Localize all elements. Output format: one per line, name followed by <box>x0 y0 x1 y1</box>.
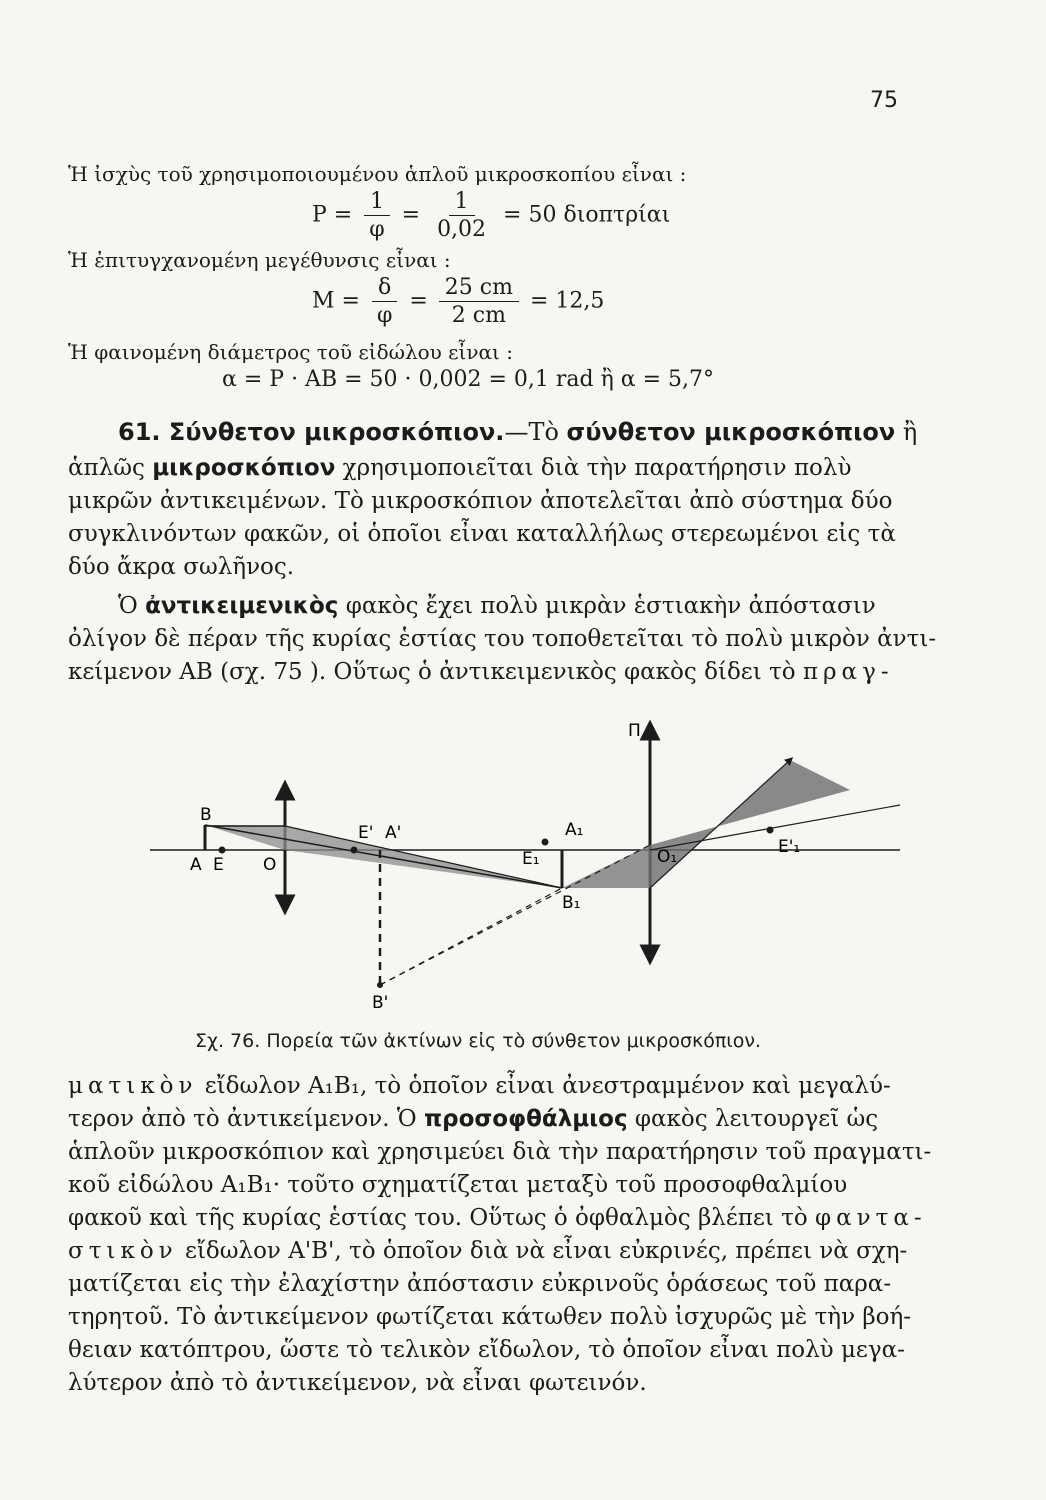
spaced-term: φαντα- <box>814 1205 927 1231</box>
text-line <box>68 1235 931 1268</box>
power-text: Ἡ ἰσχὺς τοῦ χρησιμοποιουμένου ἁπλοῦ μικροσκοπίου εἶναι : <box>68 162 687 186</box>
section-heading: 61. Σύνθετον μικροσκόπιον. <box>118 418 505 446</box>
text-span: Ὁ <box>118 593 146 619</box>
text-line: λύτερον ἀπὸ τὸ ἀντικείμενον, νὰ εἶναι φωτεινόν. <box>68 1370 647 1396</box>
label-E1: E₁ <box>522 849 540 869</box>
text-span: φακὸς ἔχει πολὺ μικρὰν ἑστιακὴν ἀπόστασιν <box>338 593 876 619</box>
p1-text: ἢ <box>895 418 918 446</box>
spaced-term: στικὸν <box>68 1238 178 1264</box>
magnification-equation: M = $\frac{\delta}{\varphi}$ = $\frac{25 cm}{2 cm}$ = 12,5 <box>312 275 605 329</box>
text-span: εἴδωλον A₁B₁, τὸ ὁποῖον εἶναι ἀνεστραμμένον καὶ μεγαλύ- <box>197 1073 891 1099</box>
text-span: ἁπλῶς <box>68 455 153 481</box>
power-lhs: P = <box>312 202 353 228</box>
power-rhs: = 50 διοπτρίαι <box>503 202 671 228</box>
power-f1-den: φ <box>369 217 385 243</box>
bold-term: ἀντικειμενικὸς <box>145 593 339 619</box>
label-A-prime: A' <box>385 823 402 843</box>
text-line: μικρῶν ἀντικειμένων. Τὸ μικροσκόπιον ἀποτελεῖται ἀπὸ σύστημα δύο <box>68 488 893 514</box>
label-A: A <box>190 855 202 875</box>
label-A1: A₁ <box>565 820 584 840</box>
label-B: B <box>200 805 212 825</box>
ray-line <box>650 805 900 850</box>
beam-eyepiece-eye <box>650 760 850 888</box>
label-B-prime: B' <box>372 993 389 1013</box>
text-line: ὀλίγον δὲ πέραν τῆς κυρίας ἑστίας του τοποθετεῖται τὸ πολὺ μικρὸν ἀντι- <box>68 626 937 652</box>
mag-f2-den: 2 cm <box>451 303 506 329</box>
label-B1: B₁ <box>562 893 581 913</box>
ray-line <box>650 760 790 888</box>
p1-text: —Τὸ <box>504 418 567 446</box>
focal-point-E1-prime <box>767 827 774 834</box>
label-E1-prime: E'₁ <box>778 837 801 857</box>
power-f2-num: 1 <box>449 190 475 216</box>
text-line: δύο ἄκρα σωλῆνος. <box>68 554 295 580</box>
text-span: φακὸς λειτουργεῖ ὡς <box>627 1106 879 1132</box>
power-equation: P = $\frac{1}{\varphi}$ = $\frac{1}{0,02}$ = 50 διοπτρίαι <box>312 189 671 243</box>
text-line <box>68 1202 931 1235</box>
mag-lhs: M = <box>312 288 360 314</box>
figure-caption: Σχ. 76. Πορεία τῶν ἀκτίνων εἰς τὸ σύνθετον μικροσκόπιον. <box>195 1030 761 1052</box>
power-f2-den: 0,02 <box>437 217 487 243</box>
virtual-ray <box>380 888 562 985</box>
focal-point-E-prime <box>351 847 358 854</box>
label-Pi: Π <box>628 721 641 741</box>
text-line: θειαν κατόπτρου, ὥστε τὸ τελικὸν εἴδωλον, τὸ ὁποῖον εἶναι πολὺ μεγα- <box>68 1337 905 1363</box>
text-span: φακοῦ καὶ τῆς κυρίας ἑστίας του. Οὕτως ὁ ὀφθαλμὸς βλέπει τὸ <box>68 1205 815 1231</box>
text-span: τερον ἀπὸ τὸ ἀντικείμενον. Ὁ <box>68 1106 424 1132</box>
bold-term: προσοφθάλμιος <box>423 1106 628 1132</box>
text-line <box>68 1070 931 1103</box>
text-span: χρησιμοποιεῖται διὰ τὴν παρατήρησιν πολὺ <box>335 455 852 481</box>
label-O1: O₁ <box>657 847 678 867</box>
bold-term: μικροσκόπιον <box>152 455 336 481</box>
paragraph-3 <box>68 1070 931 1400</box>
virtual-image-tip <box>377 982 383 988</box>
spaced-term: ματικὸν <box>68 1073 198 1099</box>
text-span: εἴδωλον A'B', τὸ ὁποῖον διὰ νὰ εἶναι εὐκρινές, πρέπει νὰ σχη- <box>177 1238 908 1264</box>
text-line: ἁπλοῦν μικροσκόπιον καὶ χρησιμεύει διὰ τὴν παρατήρησιν τοῦ πραγματι- <box>68 1139 932 1165</box>
ray-line <box>285 826 562 888</box>
text-span: κείμενον AB (σχ. 75 ). Οὕτως ὁ ἀντικειμενικὸς φακὸς δίδει τὸ <box>68 659 803 685</box>
text-line: τηρητοῦ. Τὸ ἀντικείμενον φωτίζεται κάτωθεν πολὺ ἰσχυρῶς μὲ τὴν βοή- <box>68 1304 912 1330</box>
text-line <box>68 1103 931 1136</box>
mag-f1-num: δ <box>372 276 397 302</box>
mag-rhs: = 12,5 <box>529 288 605 314</box>
magnification-text: Ἡ ἐπιτυγχανομένη μεγέθυνσις εἶναι : <box>68 248 451 272</box>
focal-point-E <box>219 847 226 854</box>
focal-point-E1 <box>542 839 549 846</box>
text-line: ματίζεται εἰς τὴν ἐλαχίστην ἀπόστασιν εὐκρινοῦς ὁράσεως τοῦ παρα- <box>68 1271 892 1297</box>
text-line: κοῦ εἰδώλου A₁B₁· τοῦτο σχηματίζεται μεταξὺ τοῦ προσοφθαλμίου <box>68 1172 848 1198</box>
page-number: 75 <box>870 88 898 113</box>
label-E-prime: E' <box>358 823 374 843</box>
label-E: E <box>213 855 224 875</box>
ray-line <box>205 825 562 888</box>
diameter-text: Ἡ φαινομένη διάμετρος τοῦ εἰδώλου εἶναι : <box>68 340 513 364</box>
diameter-equation: α = P · AB = 50 · 0,002 = 0,1 rad ἢ α = 5,7° <box>222 367 715 392</box>
mag-f1-den: φ <box>376 303 393 329</box>
label-O: O <box>263 855 277 875</box>
p1-bold: σύνθετον μικροσκόπιον <box>566 418 896 446</box>
text-line: συγκλινόντων φακῶν, οἱ ὁποῖοι εἶναι καταλλήλως στερεωμένοι εἰς τὰ <box>68 521 896 547</box>
mag-f2-num: 25 cm <box>439 276 519 302</box>
spaced-term: πραγ- <box>802 659 894 685</box>
power-f1-num: 1 <box>364 190 390 216</box>
